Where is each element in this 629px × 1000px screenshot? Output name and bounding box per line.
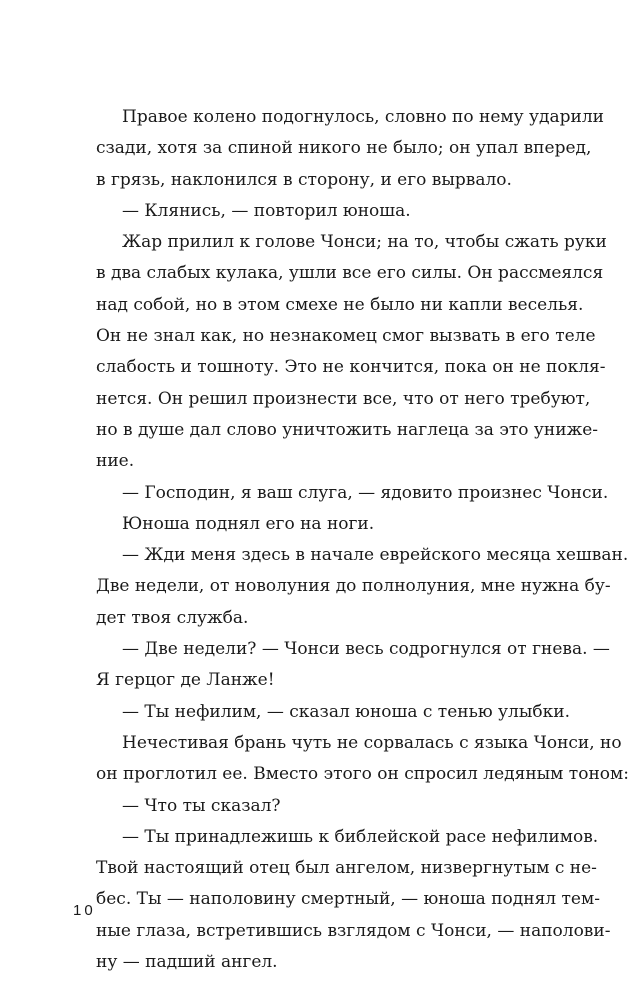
text-line: Он не знал как, но незнакомец смог вызвать в его теле [96,326,596,347]
text-line: ные глаза, встретившись взглядом с Чонси, — наполови- [96,920,611,941]
text-line: — Две недели? — Чонси весь содрогнулся от гнева. — [122,639,610,660]
text-line: но в душе дал слово уничтожить наглеца за это униже- [96,419,599,440]
text-line: — Ты принадлежишь к библейской расе нефилимов. [122,826,599,847]
text-line: слабость и тошноту. Это не кончится, пока он не покля- [96,357,606,378]
text-line: Правое колено подогнулось, словно по нему ударили [122,107,604,127]
text-line: Я герцог де Ланже! [96,670,275,691]
text-line: ну — падший ангел. [96,952,278,973]
text-line: Нечестивая брань чуть не сорвалась с языка Чонси, но [122,732,622,753]
text-line: — Клянись, — повторил юноша. [122,200,411,221]
text-line: в два слабых кулака, ушли все его силы. Он рассмеялся [96,263,604,284]
text-line: в грязь, наклонился в сторону, и его вырвало. [96,169,512,190]
text-line: — Что ты сказал? [122,795,281,816]
text-line: Юноша поднял его на ноги. [122,513,375,534]
text-line: — Ты нефилим, — сказал юноша с тенью улыбки. [122,701,570,722]
text-line: сзади, хотя за спиной никого не было; он упал вперед, [96,138,592,159]
text-line: Твой настоящий отец был ангелом, низвергнутым с не- [96,858,597,879]
body-text [96,102,629,978]
text-line: он проглотил ее. Вместо этого он спросил ледяным тоном: [96,764,629,785]
text-line: нется. Он решил произнести все, что от него требуют, [96,388,591,409]
text-line: — Жди меня здесь в начале еврейского месяца хешван. [122,545,629,566]
text-line: бес. Ты — наполовину смертный, — юноша поднял тем- [96,889,600,910]
text-line: Жар прилил к голове Чонси; на то, чтобы сжать руки [122,232,607,253]
text-line: ние. [96,451,135,472]
text-line: дет твоя служба. [96,607,249,628]
page-number: 10 [73,902,96,919]
text-line: — Господин, я ваш слуга, — ядовито произнес Чонси. [122,482,609,503]
text-line: Две недели, от новолуния до полнолуния, мне нужна бу- [96,576,611,597]
text-line: над собой, но в этом смехе не было ни капли веселья. [96,294,584,315]
